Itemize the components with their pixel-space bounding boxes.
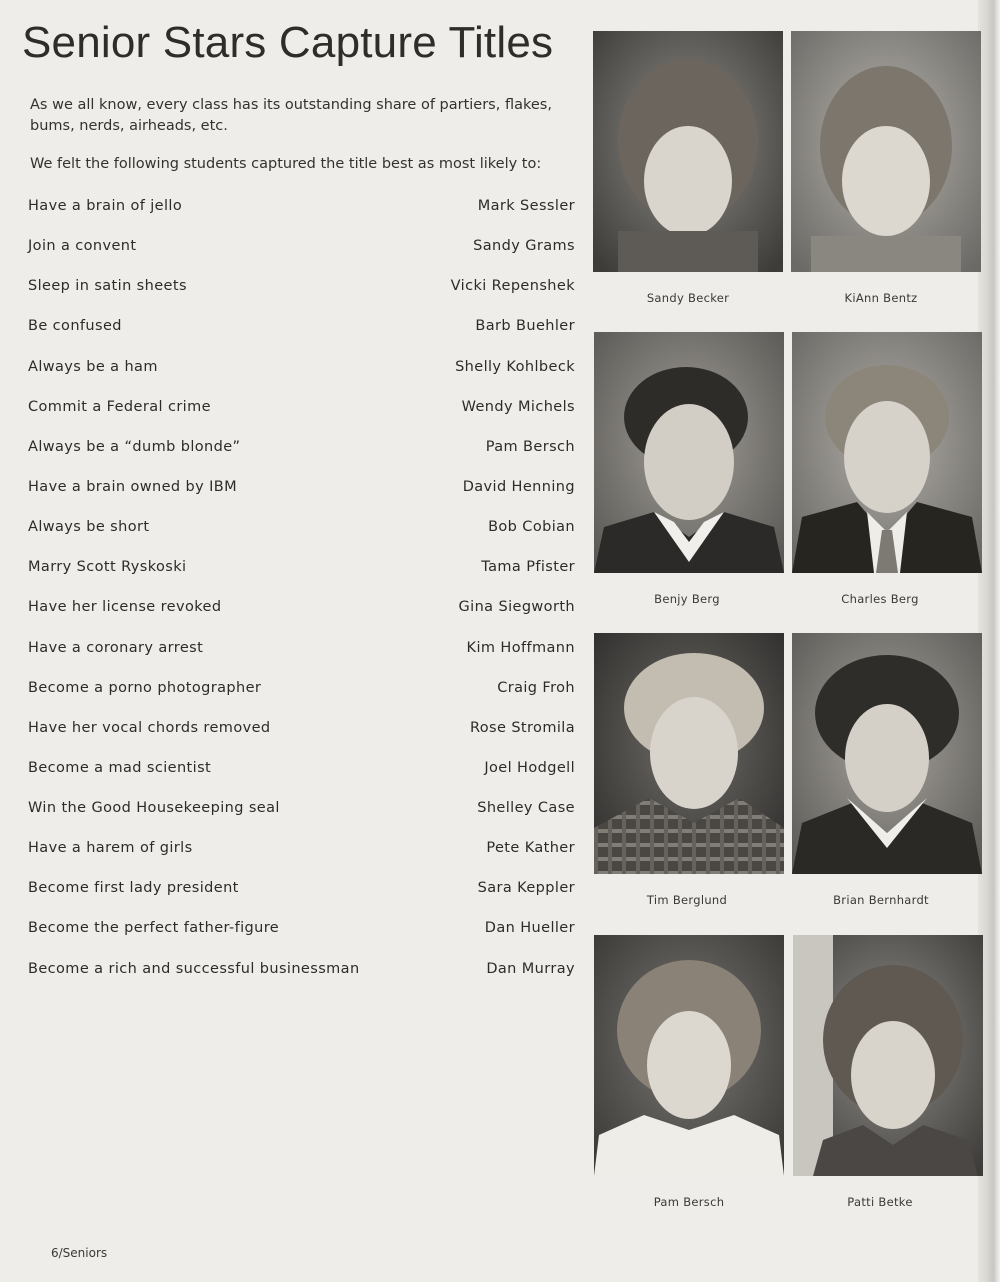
title-label: Have a coronary arrest <box>28 640 204 656</box>
title-label: Commit a Federal crime <box>28 399 211 415</box>
portrait-photo <box>594 935 784 1176</box>
title-label: Have a brain owned by IBM <box>28 479 238 495</box>
page-title: Senior Stars Capture Titles <box>22 18 554 67</box>
intro-lead-in: We felt the following students captured the title best as most likely to: <box>30 156 542 172</box>
page-footer: 6/Seniors <box>51 1246 108 1260</box>
title-row <box>28 516 575 538</box>
title-label: Always be short <box>28 519 150 535</box>
title-winner: Kim Hoffmann <box>466 640 575 656</box>
portrait-caption: KiAnn Bentz <box>844 291 918 305</box>
portrait-photo <box>791 31 981 272</box>
title-row <box>28 195 575 217</box>
portrait-image <box>594 332 784 573</box>
portrait-caption: Pam Bersch <box>653 1195 725 1209</box>
title-label: Join a convent <box>28 238 137 254</box>
title-winner: Dan Hueller <box>484 920 575 936</box>
title-winner: Dan Murray <box>486 961 575 977</box>
title-row <box>28 396 575 418</box>
title-winner: Tama Pfister <box>481 559 575 575</box>
title-winner: Wendy Michels <box>461 399 575 415</box>
portrait-image <box>792 332 982 573</box>
title-label: Win the Good Housekeeping seal <box>28 800 280 816</box>
portrait-photo <box>594 332 784 573</box>
title-winner: Craig Froh <box>497 680 575 696</box>
title-winner: Pam Bersch <box>485 439 575 455</box>
portrait-caption: Benjy Berg <box>654 592 720 606</box>
title-label: Always be a “dumb blonde” <box>28 439 241 455</box>
title-label: Always be a ham <box>28 359 158 375</box>
title-label: Become the perfect father-figure <box>28 920 280 936</box>
portrait-image <box>792 633 982 874</box>
title-row <box>28 677 575 699</box>
portrait-photo <box>792 332 982 573</box>
title-winner: Pete Kather <box>486 840 575 856</box>
title-row <box>28 837 575 859</box>
title-label: Have her license revoked <box>28 599 222 615</box>
title-row <box>28 717 575 739</box>
title-label: Marry Scott Ryskoski <box>28 559 187 575</box>
portrait-image <box>594 935 784 1176</box>
title-label: Be confused <box>28 318 122 334</box>
portrait-photo <box>594 633 784 874</box>
portrait-caption: Patti Betke <box>847 1195 913 1209</box>
title-winner: Vicki Repenshek <box>450 278 575 294</box>
title-winner: Mark Sessler <box>477 198 575 214</box>
title-row <box>28 797 575 819</box>
title-row <box>28 596 575 618</box>
portrait-image <box>791 31 981 272</box>
title-row <box>28 476 575 498</box>
intro-paragraph: As we all know, every class has its outstanding share of partiers, flakes, bums, nerds, airheads, etc. <box>30 97 552 134</box>
title-winner: Barb Buehler <box>475 318 575 334</box>
title-row <box>28 235 575 257</box>
portrait-image <box>593 31 783 272</box>
title-label: Become a porno photographer <box>28 680 262 696</box>
title-row <box>28 637 575 659</box>
portrait-caption: Charles Berg <box>841 592 919 606</box>
title-row <box>28 436 575 458</box>
title-label: Sleep in satin sheets <box>28 278 187 294</box>
title-row <box>28 315 575 337</box>
portrait-caption: Tim Berglund <box>646 893 728 907</box>
portrait-photo <box>793 935 983 1176</box>
title-winner: Rose Stromila <box>469 720 575 736</box>
title-winner: Gina Siegworth <box>458 599 575 615</box>
title-label: Have a harem of girls <box>28 840 193 856</box>
title-row <box>28 275 575 297</box>
title-label: Have her vocal chords removed <box>28 720 271 736</box>
title-row <box>28 958 575 980</box>
title-label: Become a rich and successful businessman <box>28 961 360 977</box>
portrait-caption: Sandy Becker <box>646 291 730 305</box>
title-winner: David Henning <box>462 479 575 495</box>
portrait-image <box>594 633 784 874</box>
portrait-photo <box>593 31 783 272</box>
portrait-photo <box>792 633 982 874</box>
title-winner: Shelly Kohlbeck <box>455 359 575 375</box>
portrait-caption: Brian Bernhardt <box>833 893 929 907</box>
title-row <box>28 757 575 779</box>
title-label: Become first lady president <box>28 880 239 896</box>
title-row <box>28 356 575 378</box>
title-row <box>28 556 575 578</box>
title-winner: Sara Keppler <box>477 880 575 896</box>
title-label: Have a brain of jello <box>28 198 183 214</box>
title-winner: Joel Hodgell <box>484 760 575 776</box>
title-label: Become a mad scientist <box>28 760 212 776</box>
portrait-image <box>793 935 983 1176</box>
title-winner: Bob Cobian <box>488 519 575 535</box>
title-winner: Shelley Case <box>477 800 575 816</box>
title-row <box>28 917 575 939</box>
title-row <box>28 877 575 899</box>
title-winner: Sandy Grams <box>473 238 575 254</box>
